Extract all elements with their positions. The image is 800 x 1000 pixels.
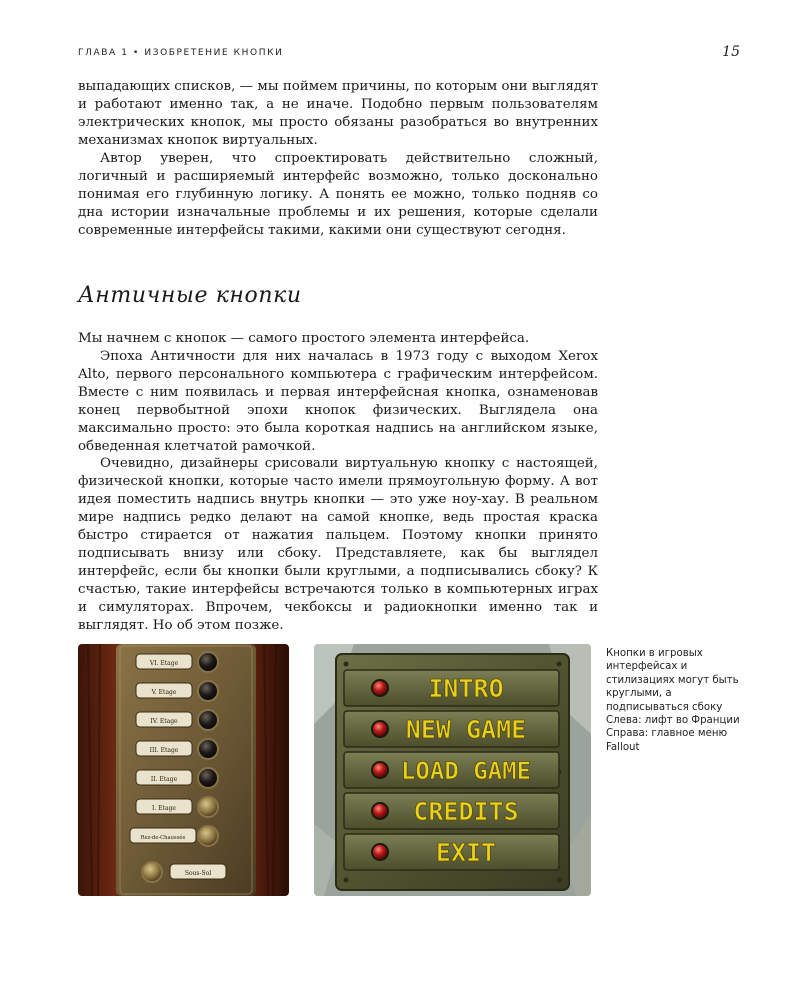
menu-item-intro: INTRO: [428, 674, 504, 703]
menu-item-load-game: LOAD GAME: [400, 757, 532, 785]
running-head: ГЛАВА 1 • ИЗОБРЕТЕНИЕ КНОПКИ: [78, 48, 284, 58]
caption-left-credit: Слева: лифт во Франции: [606, 715, 740, 726]
figure-caption-credits: [606, 714, 756, 754]
fallout-menu-screenshot: [314, 644, 591, 896]
elevator-label: IV. Etage: [150, 718, 178, 725]
elevator-label: VI. Etage: [149, 660, 179, 667]
intro-paragraph-2: Автор уверен, что спроектировать действительно сложный, логичный и расширяемый интерфейс возможно, только досконально понимая его глубинную логику. А понять ее можно, только подняв со дна истории изначальные проблемы и их решения, которые сделали современные интерфейсы такими, какими они существуют сегодня.: [78, 151, 598, 238]
elevator-label: Rez-de-Chaussée: [140, 835, 186, 841]
page-number: 15: [722, 44, 740, 60]
elevator-label: II. Etage: [150, 776, 178, 783]
section-paragraph-1: Мы начнем с кнопок — самого простого элемента интерфейса.: [78, 331, 530, 346]
section-paragraph-3: Очевидно, дизайнеры срисовали виртуальную кнопку с настоящей, физической кнопки, которые часто имели прямоугольную форму. А вот идея поместить надпись внутрь кнопки — это уже ноу-хау. В реальном мире надпись редко делают на самой кнопке, ведь простая краска быстро стирается от нажатия пальцем. Поэтому кнопки принято подписывать внизу или сбоку. Представляете, как бы выглядел интерфейс, если бы кнопки были круглыми, а подписывались сбоку? К счастью, такие интерфейсы встречаются только в компьютерных играх и симуляторах. Впрочем, чекбоксы и радиокнопки именно так и выглядят. Но об этом позже.: [78, 456, 598, 633]
menu-item-credits: CREDITS: [413, 797, 519, 826]
menu-item-new-game: NEW GAME: [405, 715, 527, 744]
elevator-label: I. Etage: [152, 805, 176, 812]
elevator-label: III. Etage: [149, 747, 179, 754]
intro-paragraph-1: выпадающих списков, — мы поймем причины, по которым они выглядят и работают именно так, а не иначе. Подобно первым пользователям электрических кнопок, мы просто обязаны разобраться во внутренних механизмах кнопок виртуальных.: [78, 79, 598, 148]
caption-description: Кнопки в игровых интерфейсах и стилизациях могут быть круглыми, а подписываться сбоку: [606, 648, 739, 713]
caption-right-credit: Справа: главное меню Fallout: [606, 728, 728, 753]
menu-item-exit: EXIT: [435, 838, 497, 867]
elevator-panel-photo: [78, 644, 289, 896]
elevator-label: V. Etage: [151, 689, 177, 696]
elevator-label: Sous-Sol: [184, 870, 212, 877]
section-heading: Античные кнопки: [78, 283, 302, 308]
section-paragraph-2: Эпоха Античности для них началась в 1973 году с выходом Xerox Alto, первого персонального компьютера с графическим интерфейсом. Вместе с ним появилась и первая интерфейсная кнопка, ознаменовав конец первобытной эпохи кнопок физических. Выглядела она максимально просто: это была короткая надпись на английском языке, обведенная клетчатой рамочкой.: [78, 349, 598, 454]
figure-caption: [606, 647, 756, 714]
